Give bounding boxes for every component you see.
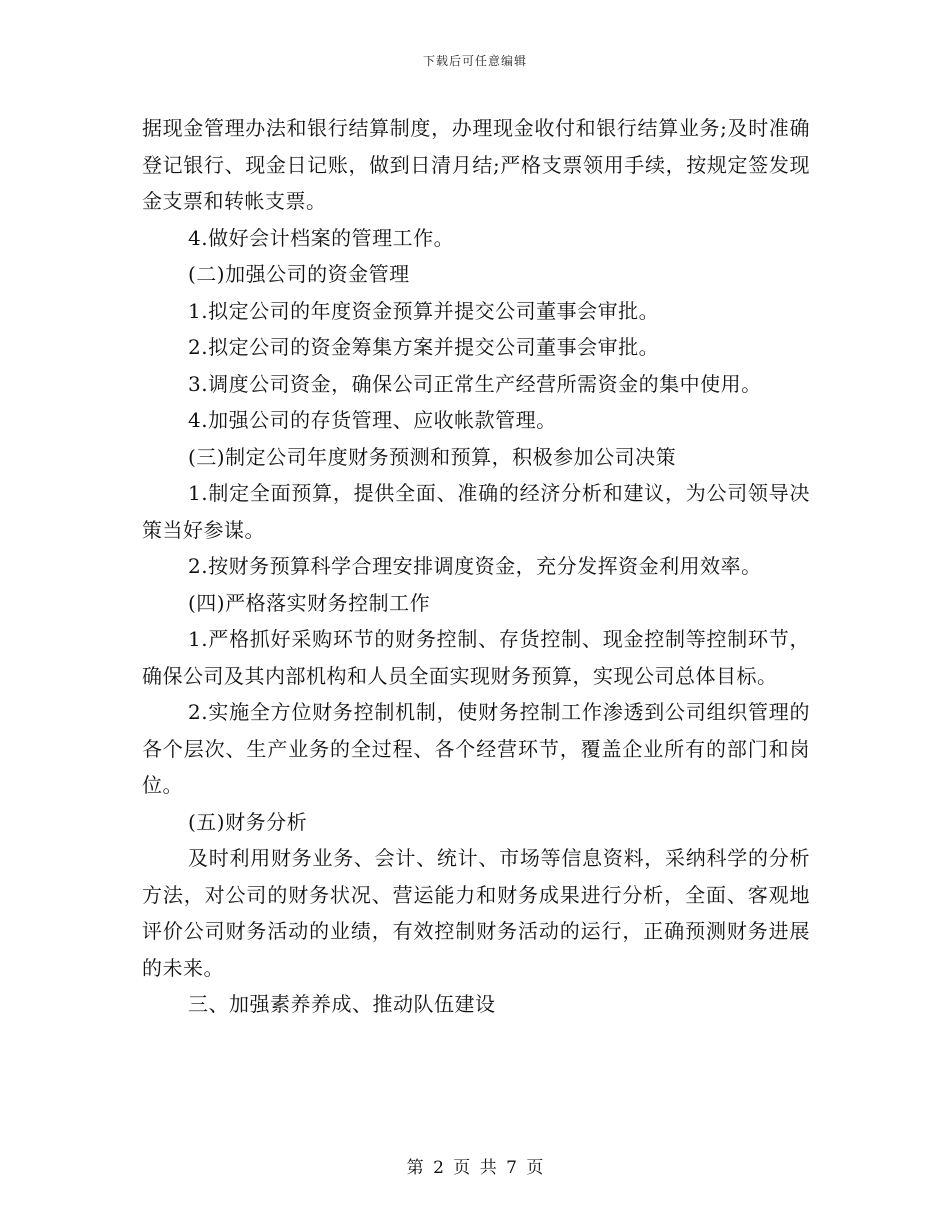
section-heading: (五)财务分析 — [188, 809, 308, 834]
section-heading: 三、加强素养养成、推动队伍建设 — [188, 992, 496, 1016]
page-header: 下载后可任意编辑 — [422, 54, 527, 68]
paragraph: 及时利用财务业务、会计、统计、市场等信息资料，采纳科学的分析方法，对公司的财务状况、营运能力和财务成果进行分析，全面、客观地评价公司财务活动的业绩，有效控制财务活动的运行，正确预测财务进展的未来。 — [142, 846, 810, 980]
paragraph: 1.严格抓好采购环节的财务控制、存货控制、现金控制等控制环节，确保公司及其内部机构和人员全面实现财务预算，实现公司总体目标。 — [142, 627, 810, 688]
paragraph: 4.做好会计档案的管理工作。 — [188, 225, 455, 250]
paragraph: 1.拟定公司的年度资金预算并提交公司董事会审批。 — [188, 298, 660, 323]
page-footer: 第 2 页 共 7 页 — [406, 1158, 544, 1178]
section-heading: (二)加强公司的资金管理 — [188, 262, 410, 286]
section-heading: (三)制定公司年度财务预测和预算，积极参加公司决策 — [188, 444, 677, 469]
document-body — [142, 110, 810, 1023]
paragraph: 1.制定全面预算，提供全面、准确的经济分析和建议，为公司领导决策当好参谋。 — [142, 481, 810, 542]
paragraph: 2.按财务预算科学合理安排调度资金，充分发挥资金利用效率。 — [188, 554, 762, 578]
paragraph: 据现金管理办法和银行结算制度，办理现金收付和银行结算业务;及时准确登记银行、现金日记账，做到日清月结;严格支票领用手续，按规定签发现金支票和转帐支票。 — [142, 116, 810, 213]
paragraph: 2.实施全方位财务控制机制，使财务控制工作渗透到公司组织管理的各个层次、生产业务的全过程、各个经营环节，覆盖企业所有的部门和岗位。 — [142, 700, 810, 797]
section-heading: (四)严格落实财务控制工作 — [188, 590, 431, 615]
paragraph: 4.加强公司的存货管理、应收帐款管理。 — [188, 408, 557, 432]
paragraph: 2.拟定公司的资金筹集方案并提交公司董事会审批。 — [188, 335, 660, 359]
paragraph: 3.调度公司资金，确保公司正常生产经营所需资金的集中使用。 — [188, 371, 762, 396]
